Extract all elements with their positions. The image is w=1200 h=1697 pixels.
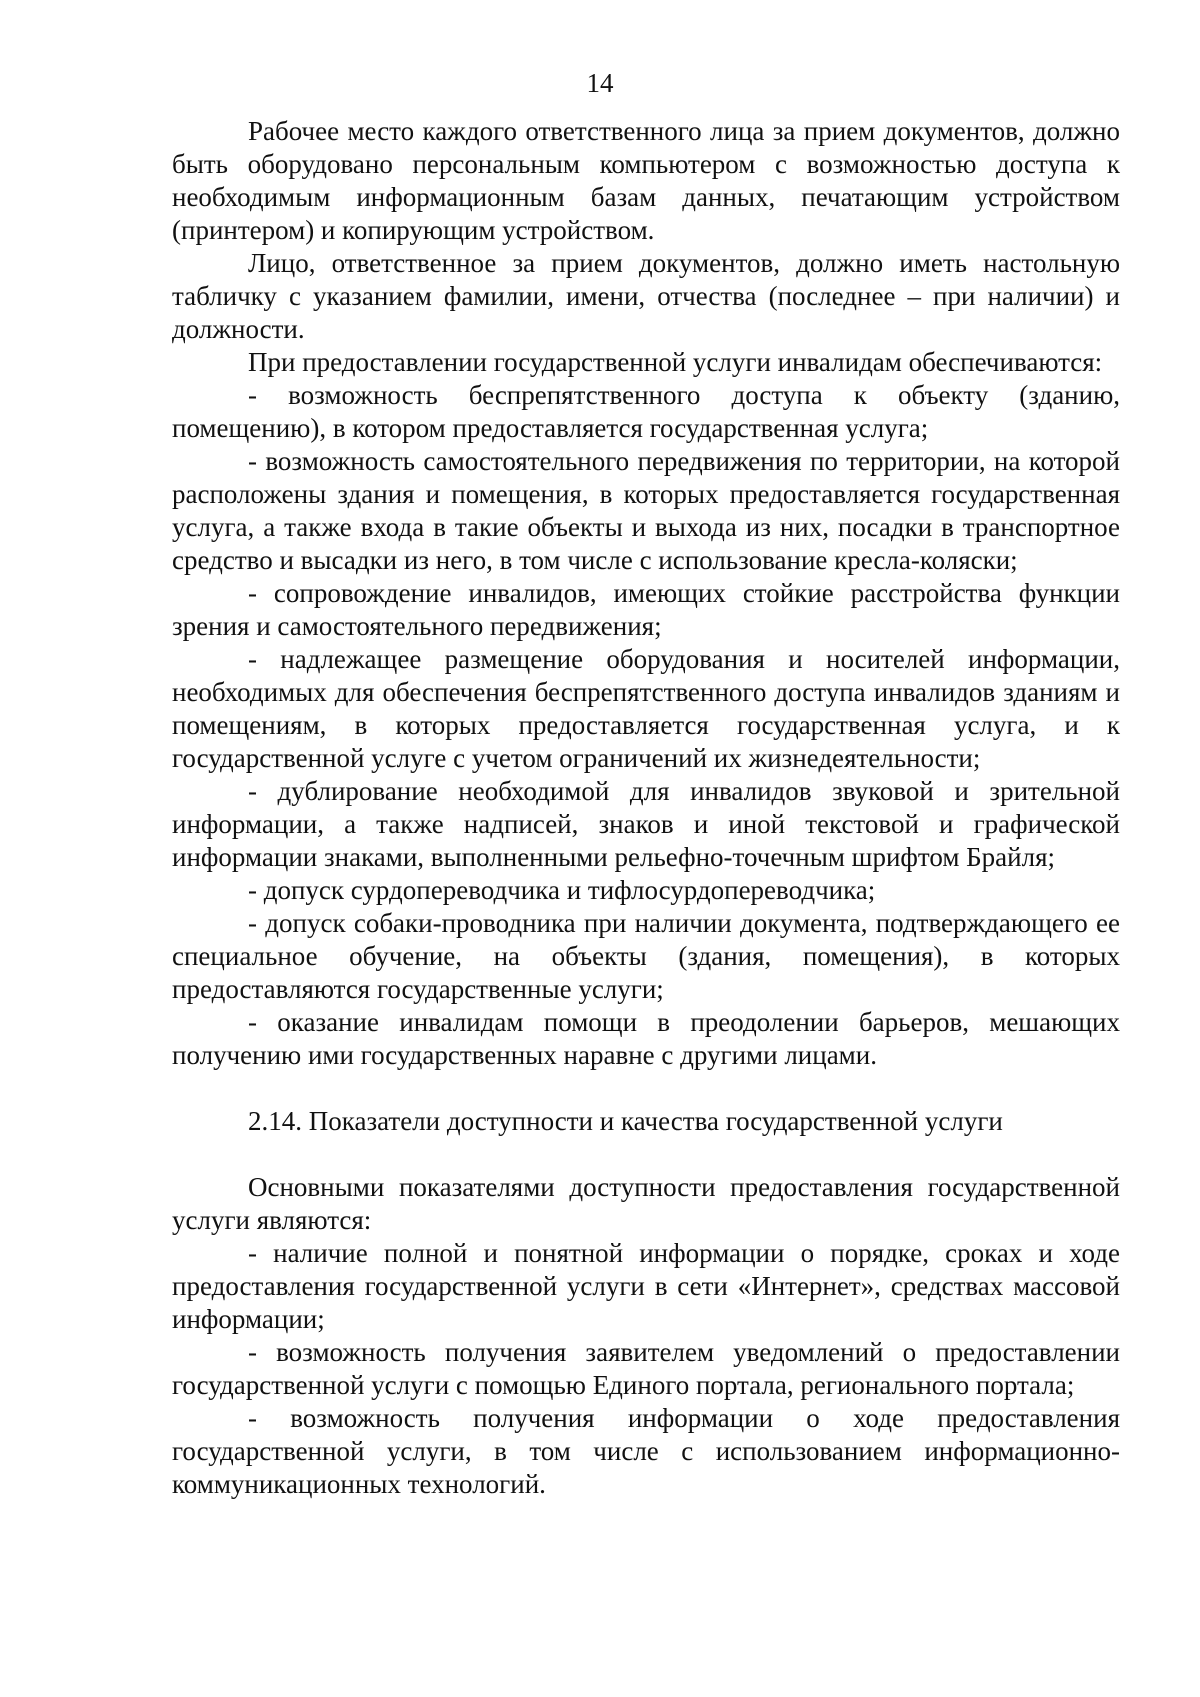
paragraph-workplace: Рабочее место каждого ответственного лица за прием документов, должно быть оборудовано персональным компьютером с возможностью доступа к необходимым информационным базам данных, печатающим устройством (принтером) и копирующим устройством. — [172, 116, 1120, 245]
page-number: 14 — [586, 68, 614, 98]
list-item-movement-territory: - возможность самостоятельного передвижения по территории, на которой расположены здания и помещения, в которых предоставляется государственная услуга, а также входа в такие объекты и выхода из них, посадки в транспортное средство и высадки из него, в том числе с использование кресла-коляски; — [172, 446, 1120, 575]
list-item-notifications: - возможность получения заявителем уведомлений о предоставлении государственной услуги с помощью Единого портала, регионального портала; — [172, 1337, 1120, 1400]
list-item-information-availability: - наличие полной и понятной информации о порядке, сроках и ходе предоставления государственной услуги в сети «Интернет», средствах массовой информации; — [172, 1238, 1120, 1334]
paragraph-indicators-intro: Основными показателями доступности предоставления государственной услуги являются: — [172, 1172, 1120, 1235]
paragraph-disabled-provisions-intro: При предоставлении государственной услуги инвалидам обеспечиваются: — [248, 347, 1103, 377]
list-item-access-object: - возможность беспрепятственного доступа к объекту (зданию, помещению), в котором предоставляется государственная услуга; — [172, 380, 1120, 443]
list-item-guide-dog: - допуск собаки-проводника при наличии документа, подтверждающего ее специальное обучение, на объекты (здания, помещения), в которых предоставляются государственные услуги; — [172, 908, 1120, 1004]
list-item-sign-interpreter: - допуск сурдопереводчика и тифлосурдопереводчика; — [248, 875, 876, 905]
list-item-duplication-braille: - дублирование необходимой для инвалидов звуковой и зрительной информации, а также надписей, знаков и иной текстовой и графической информации знаками, выполненными рельефно-точечным шрифтом Брайля; — [172, 776, 1120, 872]
list-item-progress-information: - возможность получения информации о ходе предоставления государственной услуги, в том числе с использованием информационно-коммуникационных технологий. — [172, 1403, 1120, 1499]
list-item-barrier-assistance: - оказание инвалидам помощи в преодолении барьеров, мешающих получению ими государственных наравне с другими лицами. — [172, 1007, 1120, 1070]
list-item-escort: - сопровождение инвалидов, имеющих стойкие расстройства функции зрения и самостоятельного передвижения; — [172, 578, 1120, 641]
section-heading: 2.14. Показатели доступности и качества государственной услуги — [248, 1106, 1003, 1136]
document-body — [172, 115, 1120, 1501]
paragraph-nameplate: Лицо, ответственное за прием документов, должно иметь настольную табличку с указанием фамилии, имени, отчества (последнее – при наличии) и должности. — [172, 248, 1120, 344]
list-item-equipment-placement: - надлежащее размещение оборудования и носителей информации, необходимых для обеспечения беспрепятственного доступа инвалидов зданиям и помещениям, в которых предоставляется государственная услуга, и к государственной услуге с учетом ограничений их жизнедеятельности; — [172, 644, 1120, 773]
